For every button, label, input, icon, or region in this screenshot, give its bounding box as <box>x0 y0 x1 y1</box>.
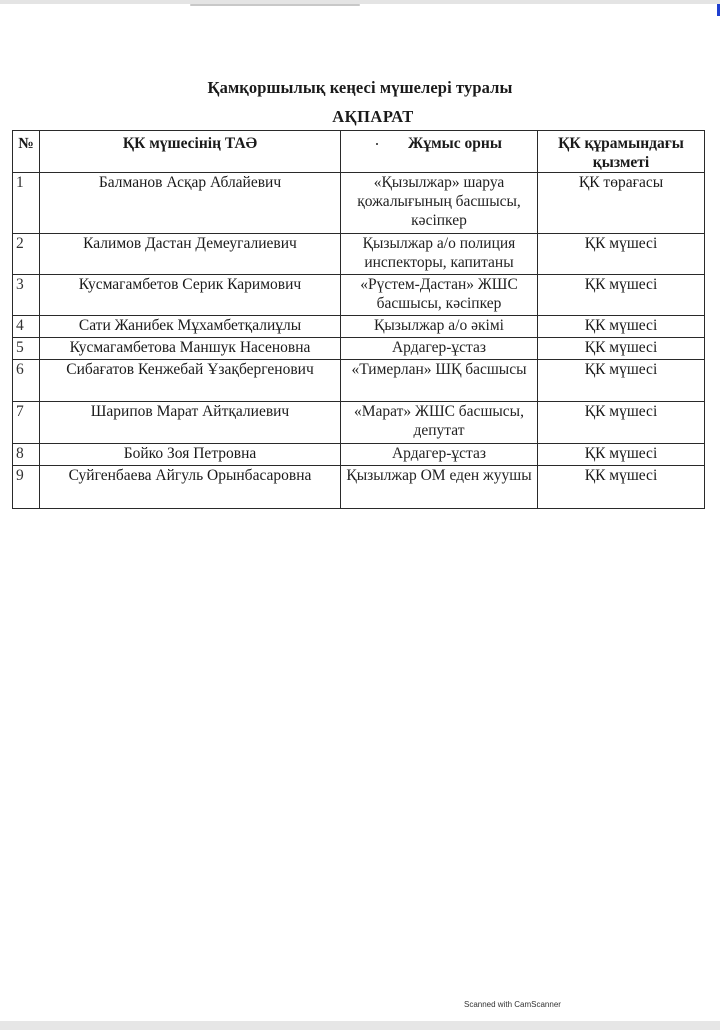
scanner-watermark: Scanned with CamScanner <box>464 1000 561 1009</box>
table-row <box>13 338 705 360</box>
member-workplace: «Қызылжар» шаруа қожалығының басшысы, кәсіпкер <box>341 173 538 234</box>
document-title: Қамқоршылық кеңесі мүшелері туралы <box>207 78 513 97</box>
member-role: ҚК мүшесі <box>538 466 705 509</box>
member-role: ҚК мүшесі <box>538 360 705 402</box>
table-row <box>13 402 705 444</box>
table-row <box>13 316 705 338</box>
member-name: Калимов Дастан Демеугалиевич <box>40 234 341 275</box>
row-number: 5 <box>13 338 40 360</box>
member-name: Суйгенбаева Айгуль Орынбасаровна <box>40 466 341 509</box>
scan-top-edge <box>0 0 720 4</box>
row-number: 9 <box>13 466 40 509</box>
header-number: № <box>13 131 40 173</box>
member-name: Кусмагамбетова Маншук Насеновна <box>40 338 341 360</box>
member-name: Кусмагамбетов Серик Каримович <box>40 275 341 316</box>
member-workplace: Қызылжар а/о әкімі <box>341 316 538 338</box>
member-workplace: «Марат» ЖШС басшысы, депутат <box>341 402 538 444</box>
member-workplace: Қызылжар а/о полиция инспекторы, капитаны <box>341 234 538 275</box>
row-number: 8 <box>13 444 40 466</box>
row-number: 2 <box>13 234 40 275</box>
table-row <box>13 234 705 275</box>
member-workplace: «Тимерлан» ШҚ басшысы <box>341 360 538 402</box>
member-role: ҚК мүшесі <box>538 234 705 275</box>
row-number: 3 <box>13 275 40 316</box>
row-number: 4 <box>13 316 40 338</box>
member-workplace: Ардагер-ұстаз <box>341 444 538 466</box>
member-role: ҚК мүшесі <box>538 402 705 444</box>
scan-speck <box>376 143 378 145</box>
paper-curl-shadow <box>190 4 360 6</box>
member-role: ҚК мүшесі <box>538 444 705 466</box>
scan-bottom-edge <box>0 1021 720 1030</box>
member-name: Балманов Асқар Аблайевич <box>40 173 341 234</box>
table-row <box>13 360 705 402</box>
header-name: ҚК мүшесінің ТАӘ <box>40 131 341 173</box>
member-role: ҚК төрағасы <box>538 173 705 234</box>
member-workplace: «Рүстем-Дастан» ЖШС басшысы, кәсіпкер <box>341 275 538 316</box>
member-name: Бойко Зоя Петровна <box>40 444 341 466</box>
table-row <box>13 444 705 466</box>
header-work-label: Жұмыс орны <box>408 135 502 152</box>
member-workplace: Қызылжар ОМ еден жуушы <box>341 466 538 509</box>
table-header-row <box>13 131 705 173</box>
members-table <box>12 130 705 509</box>
document-subtitle: АҚПАРАТ <box>332 107 414 126</box>
table-row <box>13 275 705 316</box>
member-role: ҚК мүшесі <box>538 316 705 338</box>
member-role: ҚК мүшесі <box>538 338 705 360</box>
member-name: Сати Жанибек Мұхамбетқалиұлы <box>40 316 341 338</box>
member-name: Сибағатов Кенжебай Ұзақбергенович <box>40 360 341 402</box>
table-row <box>13 466 705 509</box>
header-work <box>341 131 538 173</box>
row-number: 1 <box>13 173 40 234</box>
header-role: ҚК құрамындағы қызметі <box>538 131 705 173</box>
row-number: 6 <box>13 360 40 402</box>
member-role: ҚК мүшесі <box>538 275 705 316</box>
member-name: Шарипов Марат Айтқалиевич <box>40 402 341 444</box>
row-number: 7 <box>13 402 40 444</box>
table-row <box>13 173 705 234</box>
member-workplace: Ардагер-ұстаз <box>341 338 538 360</box>
